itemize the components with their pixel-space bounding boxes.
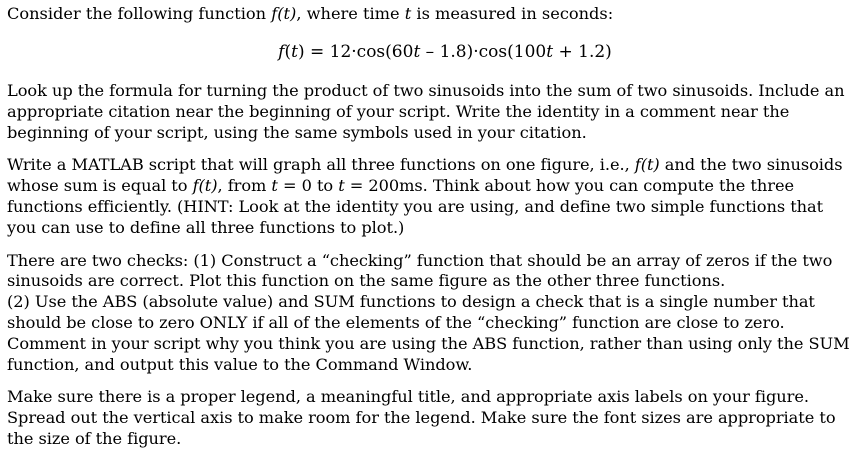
- intro-line: [7, 3, 853, 25]
- p2-l2-function: f(t): [192, 176, 218, 196]
- paragraph-line: Make sure there is a proper legend, a meaningful title, and appropriate axis labels on your figure.: [7, 387, 809, 407]
- eq-t-1: t: [413, 42, 421, 62]
- equation: [7, 41, 853, 63]
- p2-l2-t1: t: [271, 176, 278, 196]
- document: [7, 3, 853, 462]
- paragraph-line: functions efficiently. (HINT: Look at the identity you are using, and define two simple functions that: [7, 196, 824, 216]
- paragraph-line: function, and output this value to the Command Window.: [7, 354, 473, 374]
- intro-pre: Consider the following function: [7, 4, 272, 23]
- paragraph-line: Comment in your script why you think you are using the ABS function, rather than using only the SUM: [7, 333, 850, 353]
- paragraph-line: There are two checks: (1) Construct a “checking” function that should be an array of zeros if the two: [7, 250, 833, 270]
- paragraph-line: (2) Use the ABS (absolute value) and SUM functions to design a check that is a single number that: [7, 292, 815, 312]
- paragraph-line: the size of the figure.: [7, 428, 182, 448]
- eq-t-2: t: [546, 42, 554, 62]
- paragraph-line: you can use to define all three functions to plot.): [7, 217, 405, 237]
- intro-mid: , where time: [296, 4, 405, 23]
- eq-rhs-3: + 1.2): [553, 42, 612, 62]
- eq-lhs-close: ): [297, 42, 305, 62]
- eq-lhs-f: f: [278, 42, 285, 62]
- paragraph-line: [7, 155, 853, 176]
- paragraph-line: Spread out the vertical axis to make room for the legend. Make sure the font sizes are appropriate to: [7, 408, 836, 428]
- intro-function: f(t): [271, 4, 297, 23]
- paragraph-line: should be close to zero ONLY if all of the elements of the “checking” function are close to zero.: [7, 312, 785, 332]
- p2-l2-mid2: = 0 to: [277, 176, 339, 196]
- eq-lhs-open: (: [284, 42, 292, 62]
- paragraph-line: beginning of your script, using the same symbols used in your citation.: [7, 122, 587, 142]
- p2-l1-function: f(t): [634, 155, 660, 175]
- intro-variable: t: [404, 4, 412, 23]
- paragraph-line: Look up the formula for turning the product of two sinusoids into the sum of two sinusoids. Include an: [7, 81, 845, 100]
- eq-rhs-2: – 1.8)·cos(100: [420, 42, 547, 62]
- p2-l1-post: and the two sinusoids: [659, 155, 843, 175]
- eq-lhs-t: t: [291, 42, 298, 62]
- paragraph-identity: [7, 81, 853, 143]
- intro-post: is measured in seconds:: [411, 4, 614, 23]
- eq-rhs-1: = 12·cos(60: [304, 42, 414, 62]
- paragraph-figure: [7, 387, 853, 449]
- paragraph-line: [7, 176, 853, 197]
- paragraph-line: appropriate citation near the beginning of your script. Write the identity in a comment near the: [7, 101, 790, 121]
- paragraph-line: sinusoids are correct. Plot this function on the same figure as the other three functions.: [7, 271, 726, 291]
- p2-l2-t2: t: [338, 176, 345, 196]
- paragraph-script: [7, 155, 853, 238]
- p2-l2-mid1: , from: [217, 176, 272, 196]
- p2-l2-pre: whose sum is equal to: [7, 176, 193, 196]
- p2-l2-post: = 200ms. Think about how you can compute the three: [344, 176, 795, 196]
- p2-l1-pre: Write a MATLAB script that will graph all three functions on one figure, i.e.,: [7, 155, 635, 175]
- paragraph-checks: [7, 251, 853, 376]
